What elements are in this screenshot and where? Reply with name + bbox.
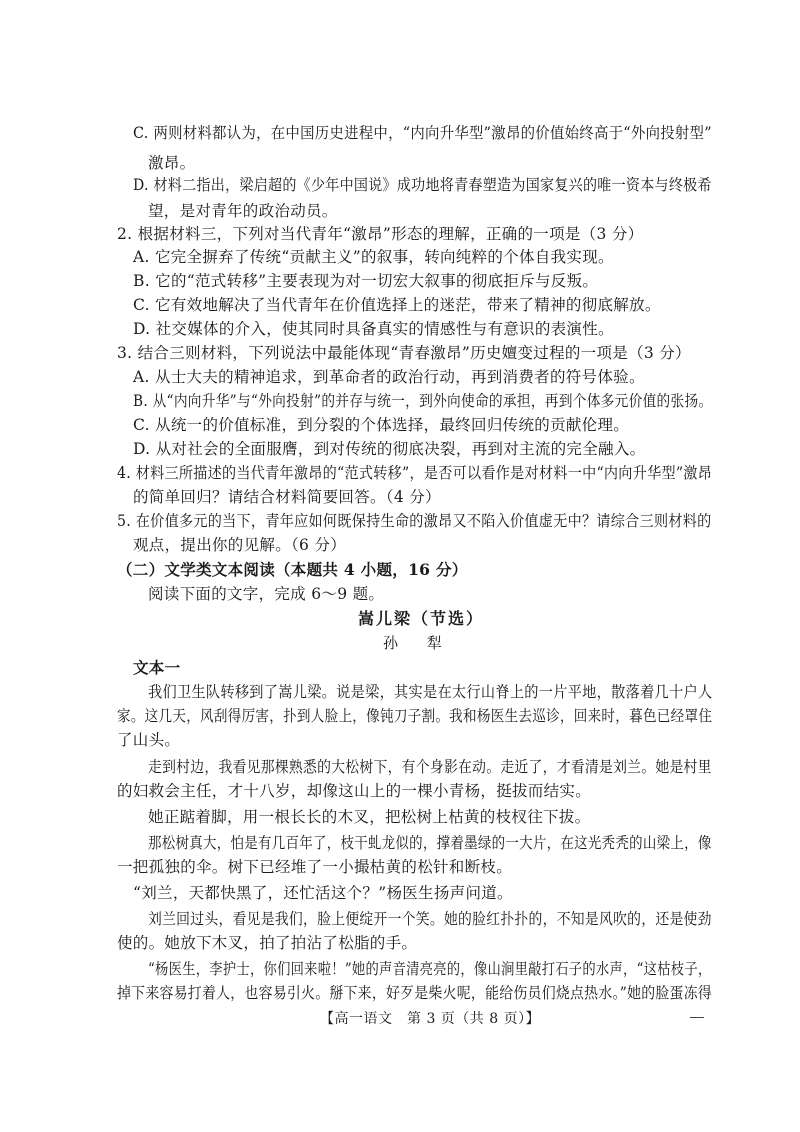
paragraph-line: 了山头。 <box>117 731 181 749</box>
page-footer: 【高一语文 第 3 页（共 8 页）】 <box>320 1011 541 1027</box>
text-one-label: 文本一 <box>133 658 181 677</box>
q4-line2: 的简单回归？请结合材料简要回答。（4 分） <box>133 488 441 506</box>
q5-line2: 观点，提出你的见解。（6 分） <box>133 536 347 554</box>
q3-stem: 3. 结合三则材料，下列说法中最能体现“青春激昂”历史嬗变过程的一项是（3 分） <box>117 344 691 362</box>
q5-line1: 5. 在价值多元的当下，青年应如何既保持生命的激昂又不陷入价值虚无中？请综合三则材料的 <box>117 512 712 530</box>
paragraph-line: 我们卫生队转移到了嵩儿梁。说是梁，其实是在太行山脊上的一片平地，散落着几十户人 <box>148 683 713 701</box>
q2-option-c: C. 它有效地解决了当代青年在价值选择上的迷茫，带来了精神的彻底解放。 <box>133 296 661 314</box>
q1-option-c-line2: 激昂。 <box>148 154 196 172</box>
scan-mark <box>690 1017 704 1018</box>
section-instruction: 阅读下面的文字，完成 6～9 题。 <box>148 585 385 603</box>
q4-line1: 4. 材料三所描述的当代青年激昂的“范式转移”，是否可以看作是对材料一中“内向升华型”激昂 <box>117 464 713 482</box>
q2-option-b: B. 它的“范式转移”主要表现为对一切宏大叙事的彻底拒斥与反叛。 <box>133 272 599 290</box>
paragraph-line: 刘兰回过头，看见是我们，脸上便绽开一个笑。她的脸红扑扑的，不知是风吹的，还是使劲 <box>148 910 712 928</box>
q3-option-a: A. 从士大夫的精神追求，到革命者的政治行动，再到消费者的符号体验。 <box>133 368 645 386</box>
paragraph-line: 她正踮着脚，用一根长长的木叉，把松树上枯黄的枝杈往下拔。 <box>148 808 591 826</box>
paragraph-line: 走到村边，我看见那棵熟悉的大松树下，有个身影在动。走近了，才看清是刘兰。她是村里 <box>148 758 712 776</box>
paragraph-line: 一把孤独的伞。树下已经堆了一小撮枯黄的松针和断枝。 <box>117 858 513 876</box>
q2-option-d: D. 社交媒体的介入，使其同时具备真实的情感性与有意识的表演性。 <box>133 320 614 338</box>
paragraph-line: 的妇救会主任，才十八岁，却像这山上的一棵小青杨，挺拔而结实。 <box>117 782 592 800</box>
q3-option-c: C. 从统一的价值标准，到分裂的个体选择，最终回归传统的贡献伦理。 <box>133 416 630 434</box>
q1-option-c-line1: C. 两则材料都认为，在中国历史进程中，“内向升华型”激昂的价值始终高于“外向投射型” <box>133 124 712 142</box>
q2-stem: 2. 根据材料三，下列对当代青年“激昂”形态的理解，正确的一项是（3 分） <box>117 225 644 243</box>
story-author: 孙 犁 <box>383 634 454 652</box>
paragraph-line: “杨医生，李护士，你们回来啦！”她的声音清亮亮的，像山涧里敲打石子的水声，“这枯枝子， <box>148 960 712 978</box>
q3-option-d: D. 从对社会的全面服膺，到对传统的彻底决裂，再到对主流的完全融入。 <box>133 440 646 458</box>
paragraph-line: 掉下来容易打着人，也容易引火。掰下来，好歹是柴火呢，能给伤员们烧点热水。”她的脸蛋冻得 <box>117 984 713 1002</box>
section-heading: （二）文学类文本阅读（本题共 4 小题，16 分） <box>117 560 468 579</box>
q3-option-b: B. 从“内向升华”与“外向投射”的并存与统一，到外向使命的承担，再到个体多元价值的张扬。 <box>133 392 713 410</box>
paragraph-line: 那松树真大，怕是有几百年了，枝干虬龙似的，撑着墨绿的一大片，在这光秃秃的山梁上，像 <box>148 834 712 852</box>
story-title: 嵩儿梁（节选） <box>358 609 485 628</box>
q1-option-d-line2: 望，是对青年的政治动员。 <box>148 202 338 220</box>
paragraph-line: 家。这几天，风刮得厉害，扑到人脸上，像钝刀子割。我和杨医生去巡诊，回来时，暮色已经罩住 <box>117 707 713 725</box>
paragraph-line: 使的。她放下木叉，拍了拍沾了松脂的手。 <box>117 934 418 952</box>
q2-option-a: A. 它完全摒弃了传统“贡献主义”的叙事，转向纯粹的个体自我实现。 <box>133 248 614 266</box>
paragraph-line: “刘兰，天都快黑了，还忙活这个？”杨医生扬声问道。 <box>133 884 513 902</box>
q1-option-d-line1: D. 材料二指出，梁启超的《少年中国说》成功地将青春塑造为国家复兴的唯一资本与终极希 <box>133 176 712 194</box>
